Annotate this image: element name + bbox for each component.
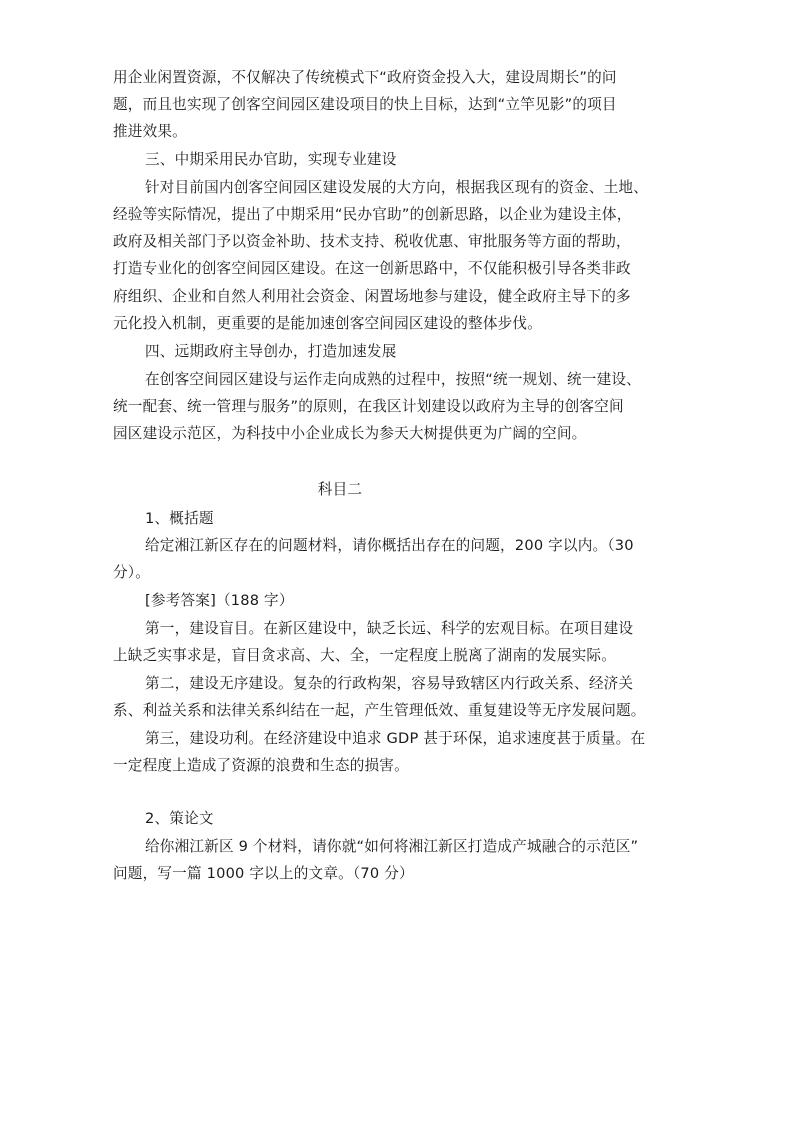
text-line: 在创客空间园区建设与运作走向成熟的过程中，按照“统一规划、统一建设、 bbox=[145, 371, 641, 388]
text-line: 打造专业化的创客空间园区建设。在这一创新思路中，不仅能积极引导各类非政 bbox=[113, 260, 631, 277]
question-heading: 2、策论文 bbox=[145, 810, 214, 827]
text-line: 推进效果。 bbox=[113, 123, 187, 140]
text-line: 府组织、企业和自然人利用社会资金、闲置场地参与建设，健全政府主导下的多 bbox=[113, 288, 631, 305]
answer-label: [参考答案]（188 字） bbox=[145, 592, 294, 609]
answer-line: 第一，建设盲目。在新区建设中，缺乏长远、科学的宏观目标。在项目建设 bbox=[145, 620, 634, 637]
answer-line: 第二，建设无序建设。复杂的行政构架，容易导致辖区内行政关系、经济关 bbox=[145, 675, 634, 692]
section-heading-four: 四、远期政府主导创办，打造加速发展 bbox=[145, 343, 397, 360]
text-line: 用企业闲置资源，不仅解决了传统模式下“政府资金投入大，建设周期长”的问 bbox=[113, 69, 617, 86]
text-line: 园区建设示范区，为科技中小企业成长为参天大树提供更为广阔的空间。 bbox=[113, 425, 587, 442]
text-line: 经验等实际情况，提出了中期采用“民办官助”的创新思路，以企业为建设主体， bbox=[113, 206, 632, 223]
text-line: 题，而且也实现了创客空间园区建设项目的快上目标，达到“立竿见影”的项目 bbox=[113, 96, 617, 113]
text-line: 政府及相关部门予以资金补助、技术支持、税收优惠、审批服务等方面的帮助， bbox=[113, 233, 631, 250]
question-heading: 1、概括题 bbox=[145, 510, 214, 527]
question-prompt-line: 给你湘江新区 9 个材料，请你就“如何将湘江新区打造成产城融合的示范区” bbox=[145, 838, 639, 855]
answer-line: 第三，建设功利。在经济建设中追求 GDP 甚于环保，追求速度甚于质量。在 bbox=[145, 730, 646, 747]
question-prompt-line: 给定湘江新区存在的问题材料，请你概括出存在的问题，200 字以内。（30 bbox=[145, 537, 634, 554]
question-prompt-line: 问题，写一篇 1000 字以上的文章。（70 分） bbox=[113, 865, 414, 882]
text-line: 统一配套、统一管理与服务”的原则，在我区计划建设以政府为主导的创客空间 bbox=[113, 398, 624, 415]
subject-title: 科目二 bbox=[317, 481, 363, 498]
section-heading-three: 三、中期采用民办官助，实现专业建设 bbox=[145, 151, 397, 168]
answer-line: 系、利益关系和法律关系纠结在一起，产生管理低效、重复建设等无序发展问题。 bbox=[113, 702, 646, 719]
answer-line: 上缺乏实事求是，盲目贪求高、大、全，一定程度上脱离了湖南的发展实际。 bbox=[113, 647, 616, 664]
answer-line: 一定程度上造成了资源的浪费和生态的损害。 bbox=[113, 757, 409, 774]
text-line: 元化投入机制，更重要的是能加速创客空间园区建设的整体步伐。 bbox=[113, 315, 543, 332]
question-prompt-line: 分）。 bbox=[113, 564, 151, 581]
text-line: 针对目前国内创客空间园区建设发展的大方向，根据我区现有的资金、土地、 bbox=[145, 179, 648, 196]
